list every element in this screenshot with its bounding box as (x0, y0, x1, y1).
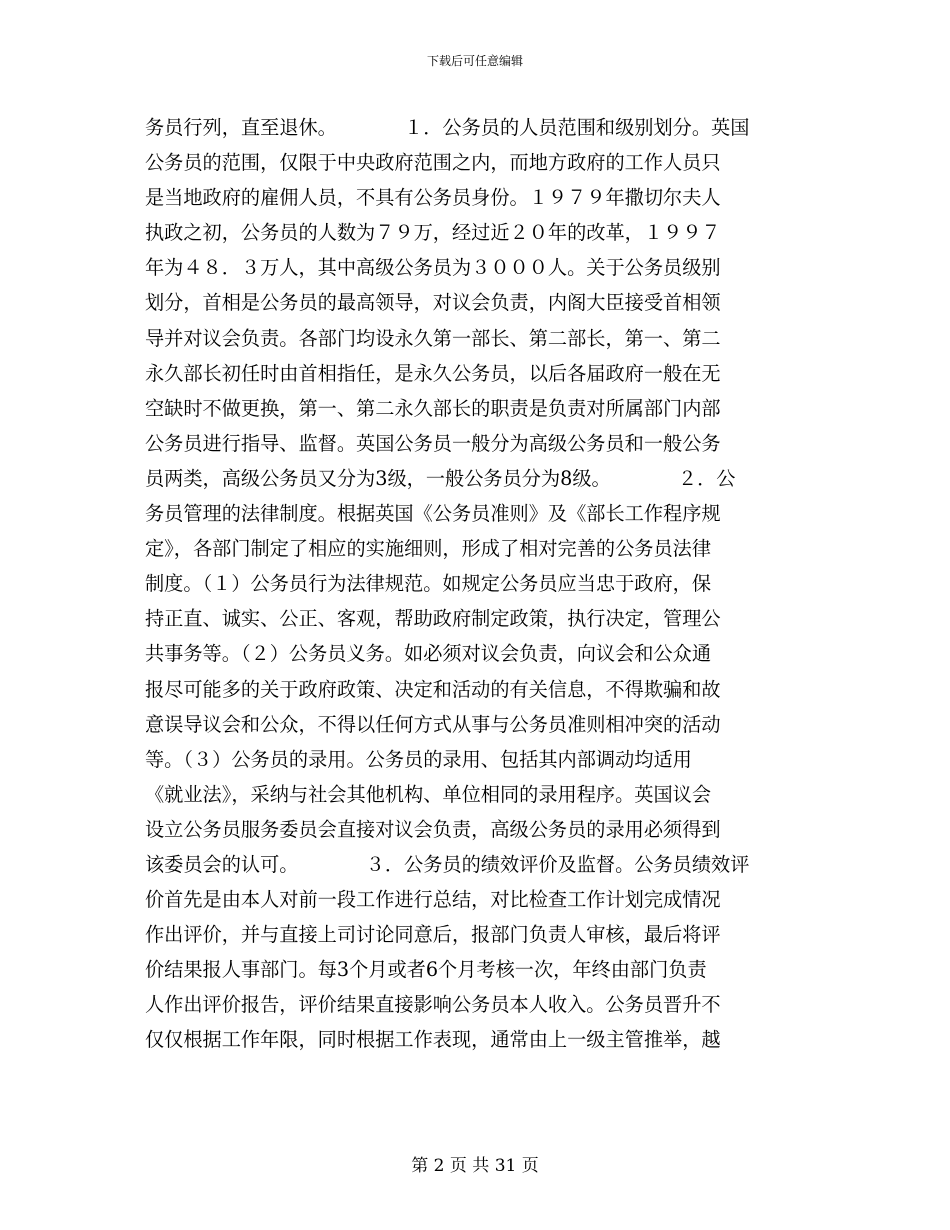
text-line: 执政之初，公务员的人数为７９万，经过近２０年的改革，１９９７ (145, 221, 721, 245)
text-line: 年为４８．３万人，其中高级公务员为３０００人。关于公务员级别 (145, 256, 721, 280)
text-line: 作出评价，并与直接上司讨论同意后，报部门负责人审核，最后将评 (145, 923, 721, 947)
text-line: 公务员的范围，仅限于中央政府范围之内，而地方政府的工作人员只 (145, 151, 721, 175)
text-line: 空缺时不做更换，第一、第二永久部长的职责是负责对所属部门内部 (145, 396, 721, 420)
text-line: 员两类，高级公务员又分为3级，一般公务员分为8级。 ２．公 (145, 466, 736, 490)
text-line: 共事务等。（２）公务员义务。如必须对议会负责，向议会和公众通 (145, 642, 712, 666)
text-line: 该委员会的认可。 ３．公务员的绩效评价及监督。公务员绩效评 (145, 852, 750, 876)
text-line: 价首先是由本人对前一段工作进行总结，对比检查工作计划完成情况 (145, 888, 721, 912)
text-line: 制度。（１）公务员行为法律规范。如规定公务员应当忠于政府，保 (145, 572, 712, 596)
text-line: 公务员进行指导、监督。英国公务员一般分为高级公务员和一般公务 (145, 431, 721, 455)
text-line: 价结果报人事部门。每3个月或者6个月考核一次，年终由部门负责 (145, 958, 707, 982)
text-line: 报尽可能多的关于政府政策、决定和活动的有关信息，不得欺骗和故 (145, 677, 721, 701)
text-line: 永久部长初任时由首相指任，是永久公务员，以后各届政府一般在无 (145, 361, 721, 385)
text-line: 仅仅根据工作年限，同时根据工作表现，通常由上一级主管推举，越 (145, 1028, 721, 1052)
text-line: 务员行列，直至退休。 １．公务员的人员范围和级别划分。英国 (145, 116, 750, 139)
text-line: 导并对议会负责。各部门均设永久第一部长、第二部长，第一、第二 (145, 326, 721, 350)
text-line: 《就业法》，采纳与社会其他机构、单位相同的录用程序。英国议会 (145, 782, 712, 806)
text-line: 设立公务员服务委员会直接对议会负责，高级公务员的录用必须得到 (145, 817, 721, 841)
text-line: 是当地政府的雇佣人员，不具有公务员身份。１９７９年撒切尔夫人 (145, 186, 721, 210)
document-body (145, 110, 805, 1058)
text-line: 持正直、诚实、公正、客观，帮助政府制定政策，执行决定，管理公 (145, 607, 721, 631)
page-footer: 第 2 页 共 31 页 (411, 1156, 539, 1176)
text-line: 等。（３）公务员的录用。公务员的录用、包括其内部调动均适用 (145, 747, 692, 771)
text-line: 意误导议会和公众，不得以任何方式从事与公务员准则相冲突的活动 (145, 712, 721, 736)
text-line: 务员管理的法律制度。根据英国《公务员准则》及《部长工作程序规 (145, 502, 721, 526)
page-header: 下载后可任意编辑 (426, 54, 523, 68)
text-line: 人作出评价报告，评价结果直接影响公务员本人收入。公务员晋升不 (145, 993, 721, 1017)
text-line: 划分，首相是公务员的最高领导，对议会负责，内阁大臣接受首相领 (145, 291, 721, 315)
text-line: 定》，各部门制定了相应的实施细则，形成了相对完善的公务员法律 (145, 537, 712, 561)
